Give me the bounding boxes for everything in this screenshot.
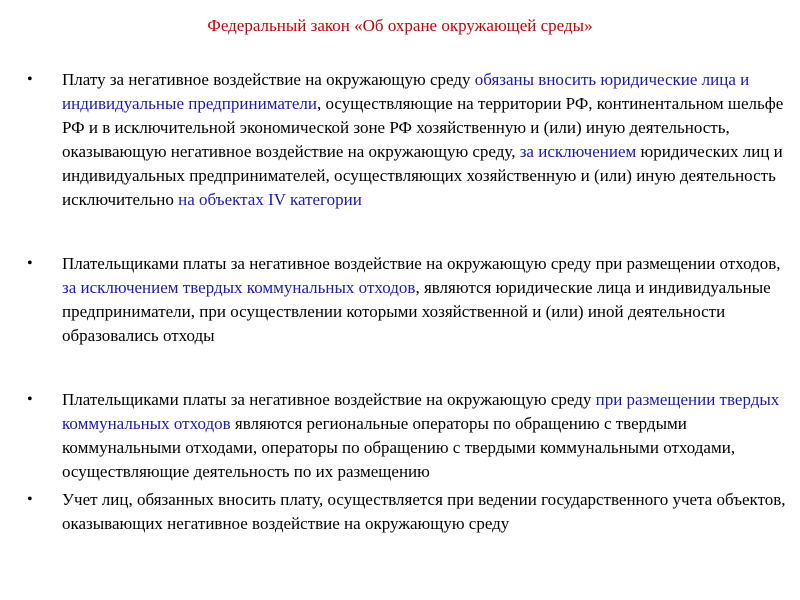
bullet-list	[0, 68, 800, 536]
text-segment: , осуществляющие на территории РФ, континентальном шельфе РФ и в исключительной экономической зоне РФ хозяйственную и (или) иную деятельность, оказывающую негативное воздействие на окружающую среду,	[62, 94, 784, 161]
bullet-item-registration	[0, 488, 800, 536]
text-segment: Плату за негативное воздействие на окружающую среду	[62, 70, 475, 89]
highlighted-segment: на объектах IV категории	[178, 190, 362, 209]
page-title: Федеральный закон «Об охране окружающей среды»	[207, 16, 593, 35]
text-segment: Плательщиками платы за негативное воздействие на окружающую среду при размещении отходов,	[62, 254, 781, 273]
text-segment: , являются юридические лица и индивидуальные предприниматели, при осуществлении которыми хозяйственной и (или) иной деятельности образовались отходы	[62, 278, 771, 345]
bullet-icon: •	[27, 391, 33, 408]
text-segment: Плательщиками платы за негативное воздействие на окружающую среду	[62, 390, 596, 409]
highlighted-segment: обязаны вносить юридические лица и индивидуальные предприниматели	[62, 70, 750, 113]
bullet-icon: •	[27, 491, 33, 508]
bullet-text	[62, 254, 781, 345]
highlighted-segment: за исключением твердых коммунальных отходов	[62, 278, 416, 297]
text-segment: Учет лиц, обязанных вносить плату, осуществляется при ведении государственного учета объектов, оказывающих негативное воздействие на окружающую среду	[62, 490, 786, 533]
bullet-icon: •	[27, 255, 33, 272]
text-segment: юридических лиц и индивидуальных предпринимателей, осуществляющих хозяйственную и (или) иную деятельность исключительно	[62, 142, 783, 209]
highlighted-segment: при размещении твердых коммунальных отходов	[62, 390, 780, 433]
highlighted-segment: за исключением	[519, 142, 637, 161]
bullet-text	[62, 70, 783, 209]
bullet-item-payers-obligation	[0, 68, 800, 212]
text-segment: являются региональные операторы по обращению с твердыми коммунальными отходами, операторы по обращению с твердыми коммунальными отходами, осуществляющие деятельность по их размещению	[62, 414, 736, 481]
bullet-text	[62, 490, 786, 533]
bullet-item-waste-payers	[0, 252, 800, 348]
bullet-icon: •	[27, 71, 33, 88]
bullet-text	[62, 390, 779, 481]
bullet-item-msw-payers	[0, 388, 800, 484]
